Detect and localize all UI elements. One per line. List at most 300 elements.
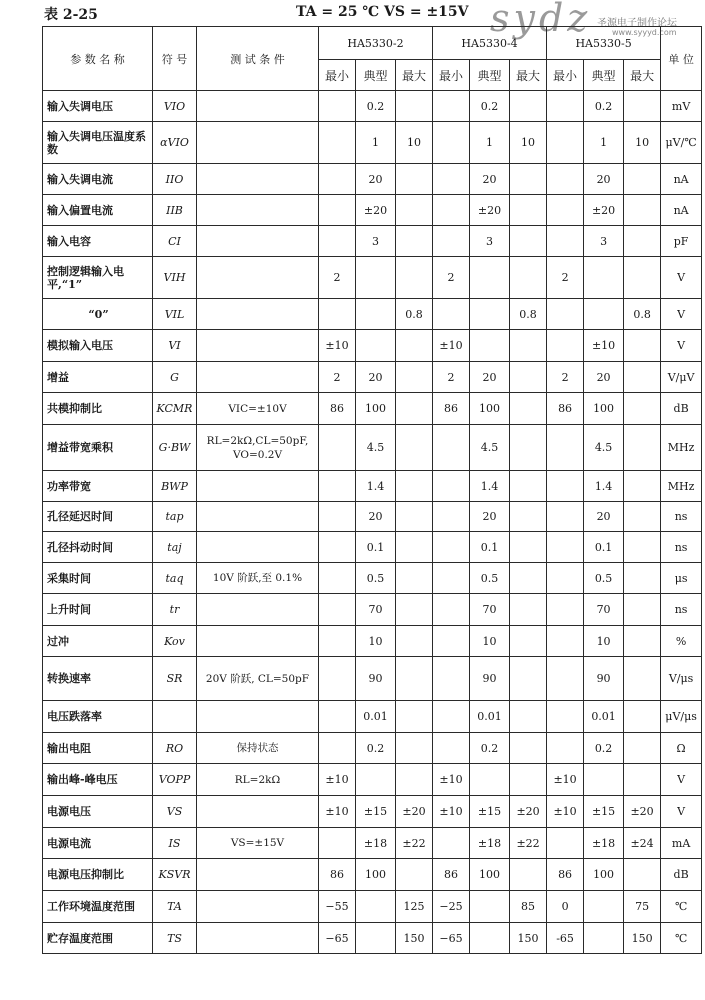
value-min [547, 701, 584, 733]
value-min [319, 563, 356, 594]
test-condition [197, 91, 319, 122]
value-max [396, 626, 433, 657]
param-name: 过冲 [43, 626, 153, 657]
value-max [510, 657, 547, 701]
param-symbol: IIB [153, 195, 197, 226]
table-row [43, 733, 702, 764]
value-max [510, 164, 547, 195]
param-name: 输入失调电压温度系数 [43, 122, 153, 164]
value-max [396, 425, 433, 471]
value-max [510, 330, 547, 362]
value-typ: 20 [356, 502, 396, 532]
value-typ: 70 [356, 594, 396, 626]
value-min [547, 657, 584, 701]
test-condition [197, 226, 319, 257]
value-max: 75 [624, 891, 661, 923]
value-typ: ±20 [584, 195, 624, 226]
value-typ: 0.2 [470, 91, 510, 122]
test-condition [197, 796, 319, 828]
value-min [547, 563, 584, 594]
param-symbol: KSVR [153, 859, 197, 891]
param-unit: μV/μs [661, 701, 702, 733]
value-min: 86 [547, 393, 584, 425]
value-typ: 10 [584, 626, 624, 657]
value-typ: 1 [356, 122, 396, 164]
value-max: 125 [396, 891, 433, 923]
param-unit: V [661, 299, 702, 330]
value-max: ±22 [396, 828, 433, 859]
value-min [433, 828, 470, 859]
value-min [547, 330, 584, 362]
value-max: 10 [510, 122, 547, 164]
param-unit: V/μs [661, 657, 702, 701]
value-typ: 1.4 [470, 471, 510, 502]
value-min [433, 532, 470, 563]
table-row [43, 859, 702, 891]
value-min [319, 226, 356, 257]
value-typ: 20 [470, 502, 510, 532]
value-typ: 20 [584, 164, 624, 195]
value-typ: 20 [356, 164, 396, 195]
param-unit: pF [661, 226, 702, 257]
value-max [396, 764, 433, 796]
value-typ: 1.4 [356, 471, 396, 502]
test-condition [197, 362, 319, 393]
value-max [624, 393, 661, 425]
value-max [396, 563, 433, 594]
value-min [319, 164, 356, 195]
value-min [433, 226, 470, 257]
param-symbol: VS [153, 796, 197, 828]
value-max [396, 594, 433, 626]
param-symbol: CI [153, 226, 197, 257]
value-typ: 1.4 [584, 471, 624, 502]
value-min: 0 [547, 891, 584, 923]
value-max [396, 226, 433, 257]
value-max [624, 733, 661, 764]
param-symbol [153, 701, 197, 733]
value-max [624, 502, 661, 532]
value-min: -65 [547, 923, 584, 954]
param-symbol: TA [153, 891, 197, 923]
param-name: 输出电阻 [43, 733, 153, 764]
value-min [319, 626, 356, 657]
value-typ [584, 257, 624, 299]
watermark-url: www.syyyd.com [612, 28, 677, 37]
value-max [396, 471, 433, 502]
header-device-1: HA5330-2 [319, 27, 433, 60]
value-min [433, 425, 470, 471]
value-typ: ±18 [356, 828, 396, 859]
value-max [510, 425, 547, 471]
param-name: 增益 [43, 362, 153, 393]
value-max: ±20 [624, 796, 661, 828]
value-typ [470, 299, 510, 330]
param-name: 电源电压 [43, 796, 153, 828]
table-row [43, 471, 702, 502]
param-name: 采集时间 [43, 563, 153, 594]
value-max [624, 330, 661, 362]
param-name: 转换速率 [43, 657, 153, 701]
header-min: 最小 [319, 60, 356, 91]
param-unit: mA [661, 828, 702, 859]
value-max: 150 [396, 923, 433, 954]
value-typ: 0.2 [584, 733, 624, 764]
value-max [396, 393, 433, 425]
value-max [510, 594, 547, 626]
param-name: 贮存温度范围 [43, 923, 153, 954]
test-condition [197, 471, 319, 502]
value-typ: 90 [356, 657, 396, 701]
value-max: 0.8 [396, 299, 433, 330]
param-name: 电压跌落率 [43, 701, 153, 733]
param-symbol: VIH [153, 257, 197, 299]
param-symbol: IIO [153, 164, 197, 195]
value-typ: 100 [356, 859, 396, 891]
value-typ: 100 [470, 859, 510, 891]
value-min: 2 [319, 257, 356, 299]
value-min [433, 122, 470, 164]
param-symbol: KCMR [153, 393, 197, 425]
value-typ: 0.5 [584, 563, 624, 594]
param-unit: nA [661, 195, 702, 226]
value-max [396, 502, 433, 532]
table-body [43, 91, 702, 954]
table-row [43, 594, 702, 626]
param-name: 输入偏置电流 [43, 195, 153, 226]
value-max [396, 91, 433, 122]
value-min [433, 299, 470, 330]
value-max: 10 [624, 122, 661, 164]
param-symbol: taj [153, 532, 197, 563]
table-title: 表 2-25 [44, 7, 98, 23]
param-name: 输入失调电流 [43, 164, 153, 195]
param-symbol: αVIO [153, 122, 197, 164]
value-min [547, 425, 584, 471]
value-min [319, 701, 356, 733]
value-typ: 0.2 [470, 733, 510, 764]
value-typ: 3 [470, 226, 510, 257]
param-unit: dB [661, 859, 702, 891]
table-row [43, 891, 702, 923]
value-min [433, 563, 470, 594]
value-typ: 0.1 [356, 532, 396, 563]
test-condition [197, 502, 319, 532]
param-name: 控制逻辑输入电平,“1” [43, 257, 153, 299]
value-min [547, 122, 584, 164]
value-min [547, 626, 584, 657]
value-min [433, 502, 470, 532]
value-typ [584, 764, 624, 796]
header-min: 最小 [433, 60, 470, 91]
param-unit: V [661, 257, 702, 299]
value-max: 0.8 [624, 299, 661, 330]
param-symbol: VIL [153, 299, 197, 330]
value-min [433, 164, 470, 195]
value-min [433, 195, 470, 226]
value-max [510, 563, 547, 594]
param-unit: V [661, 796, 702, 828]
param-unit: ℃ [661, 923, 702, 954]
header-max: 最大 [624, 60, 661, 91]
param-name: 孔径延迟时间 [43, 502, 153, 532]
value-max [624, 701, 661, 733]
param-unit: V [661, 764, 702, 796]
value-min [319, 91, 356, 122]
value-typ: 20 [584, 502, 624, 532]
value-typ: 0.01 [356, 701, 396, 733]
param-name: 输入电容 [43, 226, 153, 257]
table-row [43, 532, 702, 563]
param-unit: mV [661, 91, 702, 122]
test-condition [197, 122, 319, 164]
table-row [43, 299, 702, 330]
value-typ: 1 [470, 122, 510, 164]
value-min [433, 91, 470, 122]
param-unit: dB [661, 393, 702, 425]
value-typ [584, 299, 624, 330]
value-min: ±10 [319, 330, 356, 362]
value-min [319, 471, 356, 502]
value-max: ±22 [510, 828, 547, 859]
value-min [547, 828, 584, 859]
test-condition: 10V 阶跃,至 0.1% [197, 563, 319, 594]
header-typ: 典型 [584, 60, 624, 91]
value-max [510, 859, 547, 891]
param-name: 电源电流 [43, 828, 153, 859]
value-max [396, 257, 433, 299]
value-min: 86 [319, 393, 356, 425]
header-max: 最大 [396, 60, 433, 91]
table-row [43, 257, 702, 299]
table-row [43, 701, 702, 733]
value-min: 86 [433, 859, 470, 891]
table-row [43, 502, 702, 532]
value-min [547, 226, 584, 257]
value-max [396, 362, 433, 393]
table-row [43, 226, 702, 257]
value-typ: 20 [356, 362, 396, 393]
spec-table [42, 26, 702, 954]
test-condition [197, 701, 319, 733]
param-unit: Ω [661, 733, 702, 764]
value-min [547, 471, 584, 502]
value-typ: ±15 [356, 796, 396, 828]
value-max: 150 [510, 923, 547, 954]
value-typ [356, 257, 396, 299]
test-condition: VIC=±10V [197, 393, 319, 425]
value-min: ±10 [433, 330, 470, 362]
value-typ: 90 [470, 657, 510, 701]
param-unit: ns [661, 594, 702, 626]
param-symbol: SR [153, 657, 197, 701]
value-typ [470, 891, 510, 923]
value-min [319, 657, 356, 701]
value-typ: 0.01 [584, 701, 624, 733]
value-typ: ±20 [470, 195, 510, 226]
value-min [319, 594, 356, 626]
value-max [510, 764, 547, 796]
value-typ: 70 [470, 594, 510, 626]
param-symbol: tr [153, 594, 197, 626]
table-row [43, 563, 702, 594]
table-row [43, 122, 702, 164]
value-typ: 0.2 [584, 91, 624, 122]
value-typ [356, 923, 396, 954]
param-symbol: RO [153, 733, 197, 764]
test-condition [197, 299, 319, 330]
value-max [624, 594, 661, 626]
param-unit: nA [661, 164, 702, 195]
value-min [547, 195, 584, 226]
param-symbol: G [153, 362, 197, 393]
value-typ: 10 [470, 626, 510, 657]
value-min [547, 299, 584, 330]
value-min: ±10 [547, 796, 584, 828]
table-row [43, 91, 702, 122]
value-typ: ±15 [584, 796, 624, 828]
value-typ [356, 891, 396, 923]
value-max [510, 471, 547, 502]
value-typ: 4.5 [584, 425, 624, 471]
value-max [510, 393, 547, 425]
value-max [396, 532, 433, 563]
value-max [396, 733, 433, 764]
value-min: 2 [433, 362, 470, 393]
value-typ: 20 [470, 164, 510, 195]
param-unit: MHz [661, 425, 702, 471]
table-row [43, 330, 702, 362]
header-device-3: HA5330-5 [547, 27, 661, 60]
param-unit: % [661, 626, 702, 657]
value-typ [470, 330, 510, 362]
value-typ: 0.2 [356, 733, 396, 764]
value-min: 86 [433, 393, 470, 425]
value-typ: 0.5 [470, 563, 510, 594]
value-typ: 70 [584, 594, 624, 626]
value-typ: 0.1 [470, 532, 510, 563]
param-symbol: VOPP [153, 764, 197, 796]
value-min: ±10 [433, 796, 470, 828]
param-symbol: TS [153, 923, 197, 954]
value-max: 85 [510, 891, 547, 923]
test-condition [197, 195, 319, 226]
test-condition: 保持状态 [197, 733, 319, 764]
param-symbol: taq [153, 563, 197, 594]
value-max [510, 257, 547, 299]
value-max: ±20 [396, 796, 433, 828]
value-min: −25 [433, 891, 470, 923]
value-max [624, 91, 661, 122]
value-typ [356, 764, 396, 796]
param-name: “0” [43, 299, 153, 330]
value-min [319, 425, 356, 471]
value-typ: 100 [356, 393, 396, 425]
param-name: 增益带宽乘积 [43, 425, 153, 471]
header-max: 最大 [510, 60, 547, 91]
test-condition: RL=2kΩ [197, 764, 319, 796]
value-min: 2 [433, 257, 470, 299]
value-min [319, 299, 356, 330]
param-name: 输出峰-峰电压 [43, 764, 153, 796]
param-unit: V/μV [661, 362, 702, 393]
header-device-2: HA5330-4 [433, 27, 547, 60]
param-name: 共模抑制比 [43, 393, 153, 425]
value-typ: 0.1 [584, 532, 624, 563]
param-name: 工作环境温度范围 [43, 891, 153, 923]
param-name: 输入失调电压 [43, 91, 153, 122]
value-max [624, 532, 661, 563]
param-name: 电源电压抑制比 [43, 859, 153, 891]
value-max [624, 164, 661, 195]
value-min [433, 657, 470, 701]
value-max [624, 859, 661, 891]
value-max [510, 626, 547, 657]
value-min [547, 594, 584, 626]
table-row [43, 195, 702, 226]
value-min [547, 532, 584, 563]
test-condition [197, 923, 319, 954]
value-typ: 100 [470, 393, 510, 425]
value-min [319, 828, 356, 859]
value-min: 2 [319, 362, 356, 393]
table-row [43, 657, 702, 701]
value-typ: 0.01 [470, 701, 510, 733]
test-condition [197, 257, 319, 299]
value-max [510, 701, 547, 733]
watermark-forum-name: 圣源电子制作论坛 [597, 18, 677, 29]
value-min [433, 594, 470, 626]
value-min [319, 122, 356, 164]
test-condition [197, 164, 319, 195]
header-typ: 典型 [470, 60, 510, 91]
value-max [624, 226, 661, 257]
table-row [43, 796, 702, 828]
value-typ: 100 [584, 859, 624, 891]
header-symbol: 符 号 [153, 27, 197, 91]
value-min [547, 164, 584, 195]
test-condition: VS=±15V [197, 828, 319, 859]
test-condition [197, 532, 319, 563]
value-typ: ±18 [470, 828, 510, 859]
value-typ [470, 764, 510, 796]
param-unit: ns [661, 532, 702, 563]
value-min: ±10 [433, 764, 470, 796]
value-typ: 20 [470, 362, 510, 393]
table-row [43, 393, 702, 425]
value-typ: 0.5 [356, 563, 396, 594]
test-condition: 20V 阶跃, CL=50pF [197, 657, 319, 701]
param-name: 上升时间 [43, 594, 153, 626]
value-typ [356, 330, 396, 362]
value-min [433, 701, 470, 733]
test-condition: RL=2kΩ,CL=50pF, VO=0.2V [197, 425, 319, 471]
param-unit: ns [661, 502, 702, 532]
value-max [624, 657, 661, 701]
value-min [319, 733, 356, 764]
value-min [319, 532, 356, 563]
value-min: 86 [319, 859, 356, 891]
value-min [319, 195, 356, 226]
param-symbol: BWP [153, 471, 197, 502]
value-max [396, 164, 433, 195]
value-min: 2 [547, 257, 584, 299]
value-typ: 100 [584, 393, 624, 425]
value-max [510, 532, 547, 563]
value-max: ±24 [624, 828, 661, 859]
header-min: 最小 [547, 60, 584, 91]
value-max [396, 859, 433, 891]
